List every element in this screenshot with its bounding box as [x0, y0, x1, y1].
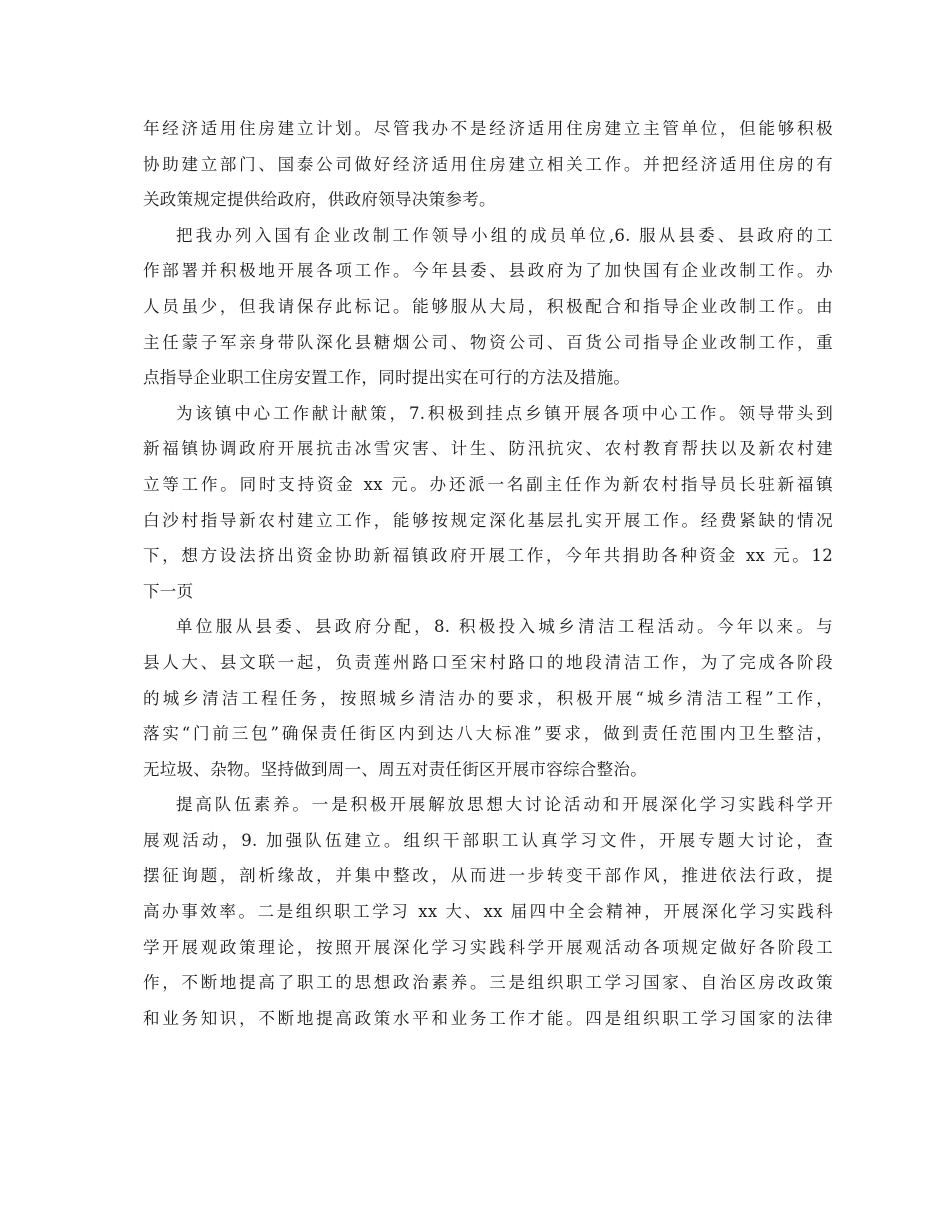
text-line: 落实“门前三包”确保责任街区内到达八大标准”要求，做到责任范围内卫生整洁， — [143, 724, 833, 744]
text-line: 新福镇协调政府开展抗击冰雪灾害、计生、防汛抗灾、农村教育帮扶以及新农村建 — [143, 439, 833, 459]
text-line: 下，想方设法挤出资金协助新福镇政府开展工作，今年共捐助各种资金 xx 元。12 — [143, 546, 833, 566]
document-body — [143, 117, 833, 1042]
text-line: 单位服从县委、县政府分配，8. 积极投入城乡清洁工程活动。今年以来。与 — [176, 617, 833, 637]
text-line: 为该镇中心工作献计献策，7.积极到挂点乡镇开展各项中心工作。领导带头到 — [176, 403, 833, 423]
text-line: 展观活动，9. 加强队伍建立。组织干部职工认真学习文件，开展专题大讨论，查 — [143, 830, 833, 850]
text-line: 的城乡清洁工程任务，按照城乡清洁办的要求，积极开展“城乡清洁工程”工作， — [143, 688, 833, 708]
text-line: 学开展观政策理论，按照开展深化学习实践科学开展观活动各项规定做好各阶段工 — [143, 937, 833, 957]
text-line: 年经济适用住房建立计划。尽管我办不是经济适用住房建立主管单位，但能够积极 — [143, 119, 833, 138]
text-line: 立等工作。同时支持资金 xx 元。办还派一名副主任作为新农村指导员长驻新福镇 — [143, 474, 833, 494]
text-line: 县人大、县文联一起，负责莲州路口至宋村路口的地段清洁工作，为了完成各阶段 — [143, 652, 833, 672]
text-line: 白沙村指导新农村建立工作，能够按规定深化基层扎实开展工作。经费紧缺的情况 — [143, 510, 833, 530]
text-line: 点指导企业职工住房安置工作，同时提出实在可行的方法及措施。 — [143, 368, 631, 388]
text-line: 作部署并积极地开展各项工作。今年县委、县政府为了加快国有企业改制工作。办 — [143, 261, 833, 281]
text-line: 摆征询题，剖析缘故，并集中整改，从而进一步转变干部作风，推进依法行政，提 — [143, 866, 833, 886]
text-line: 无垃圾、杂物。坚持做到周一、周五对责任街区开展市容综合整治。 — [143, 759, 647, 779]
text-line: 提高队伍素养。一是积极开展解放思想大讨论活动和开展深化学习实践科学开 — [176, 795, 833, 815]
text-line: 把我办列入国有企业改制工作领导小组的成员单位,6. 服从县委、县政府的工 — [176, 225, 833, 245]
text-line: 高办事效率。二是组织职工学习 xx 大、xx 届四中全会精神，开展深化学习实践科 — [143, 902, 833, 922]
text-line: 人员虽少，但我请保存此标记。能够服从大局，积极配合和指导企业改制工作。由 — [143, 296, 833, 316]
text-line: 和业务知识，不断地提高政策水平和业务工作才能。四是组织职工学习国家的法律 — [143, 1008, 833, 1028]
text-line: 主任蒙子军亲身带队深化县糖烟公司、物资公司、百货公司指导企业改制工作，重 — [143, 332, 833, 352]
text-line: 关政策规定提供给政府，供政府领导决策参考。 — [143, 190, 496, 210]
text-line: 作，不断地提高了职工的思想政治素养。三是组织职工学习国家、自治区房改政策 — [143, 973, 833, 993]
text-line: 协助建立部门、国泰公司做好经济适用住房建立相关工作。并把经济适用住房的有 — [143, 154, 833, 174]
text-line: 下一页 — [143, 581, 194, 601]
